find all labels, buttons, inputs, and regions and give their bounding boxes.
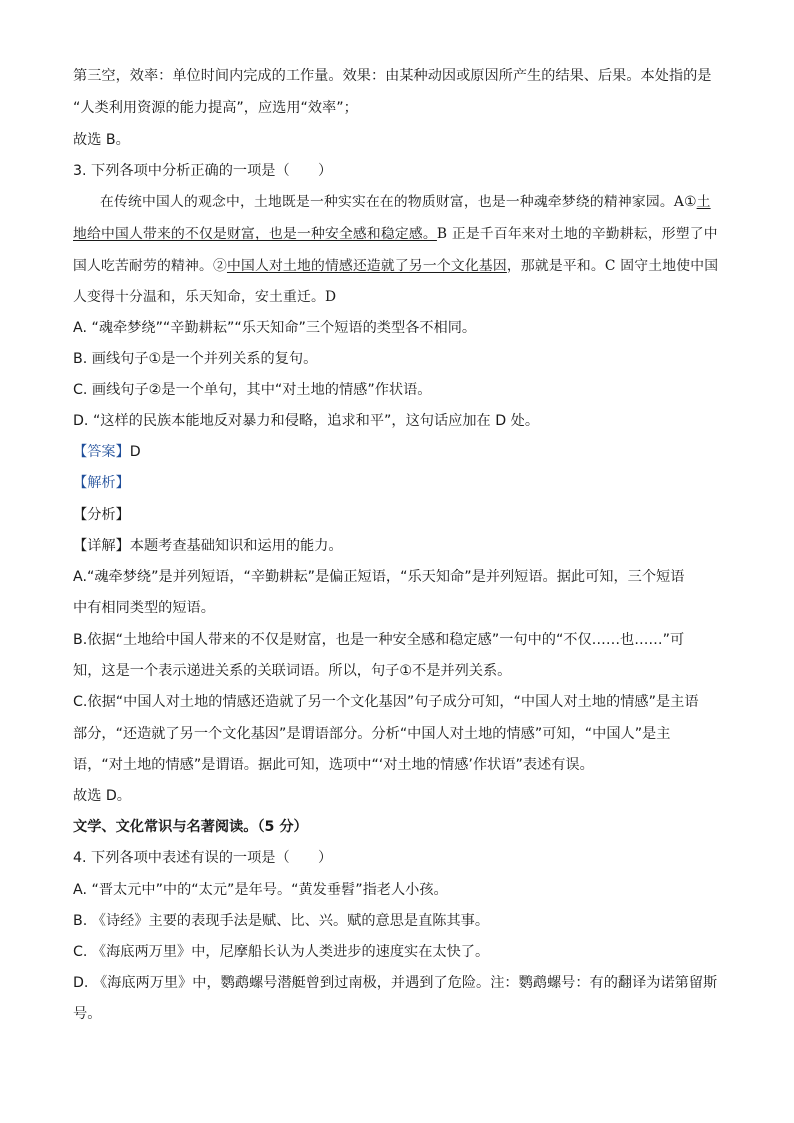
q3-passage-line-4: 人变得十分温和，乐天知命，安土重迁。D [73,289,337,305]
q3-detail [73,536,723,556]
q3-passage-line-3 [73,256,723,276]
q3-passage-line-2 [73,224,723,244]
section-heading: 文学、文化常识与名著阅读。（5 分） [73,819,308,835]
underlined-sentence-2: 中国人对土地的情感还造就了另一个文化基因 [226,258,507,274]
q4-option-d-line-2: 号。 [73,1006,102,1022]
q3-option-d: D. “这样的民族本能地反对暴力和侵略，追求和平”，这句话应加在 D 处。 [73,413,540,429]
detail-label: 【详解】 [73,538,130,554]
q3-explain-c-line-1: C.依据“中国人对土地的情感还造就了另一个文化基因”句子成分可知，“中国人对土地的情感”是主语 [73,694,699,710]
q3-analysis-label: 【分析】 [73,507,130,523]
q3-option-b: B. 画线句子①是一个并列关系的复句。 [73,351,318,367]
q3-passage-line-1 [100,192,723,212]
q2-tail-line-2: “人类利用资源的能力提高”，应选用“效率”； [73,100,358,116]
q4-option-d-line-1: D. 《海底两万里》中，鹦鹉螺号潜艇曾到过南极，并遇到了危险。注：鹦鹉螺号：有的翻译为诺第留斯 [73,975,718,991]
underlined-sentence-1-start: 土 [696,194,711,210]
q3-explain-label: 【解析】 [73,475,130,491]
q4-option-b: B. 《诗经》主要的表现手法是赋、比、兴。赋的意思是直陈其事。 [73,913,490,929]
q3-option-a: A. “魂牵梦绕”“辛勤耕耘”“乐天知命”三个短语的类型各不相同。 [73,320,477,336]
passage-text: ，那就是平和。C 固守土地使中国 [506,258,719,274]
q4-option-c: C. 《海底两万里》中，尼摩船长认为人类进步的速度实在太快了。 [73,944,490,960]
q3-explain-b-line-1: B.依据“土地给中国人带来的不仅是财富，也是一种安全感和稳定感”一句中的“不仅……也……”可 [73,632,685,648]
q3-explain-a-line-2: 中有相同类型的短语。 [73,600,215,616]
q4-stem: 4. 下列各项中表述有误的一项是（ ） [73,850,333,866]
q3-explain-c-line-2: 部分，“还造就了另一个文化基因”是谓语部分。分析“中国人对土地的情感”可知，“中国人”是主 [73,726,671,742]
q4-option-a: A. “晋太元中”中的“太元”是年号。“黄发垂髫”指老人小孩。 [73,882,448,898]
passage-text: 国人吃苦耐劳的精神。② [73,258,227,274]
detail-text: 本题考查基础知识和运用的能力。 [129,538,343,554]
q3-explain-c-line-3: 语，“对土地的情感”是谓语。据此可知，选项中“‘对土地的情感’作状语”表述有误。 [73,757,594,773]
q3-conclusion: 故选 D。 [73,788,131,804]
q3-answer [73,442,723,462]
q2-conclusion: 故选 B。 [73,132,130,148]
q3-option-c: C. 画线句子②是一个单句，其中“对土地的情感”作状语。 [73,382,432,398]
passage-text: B 正是千百年来对土地的辛勤耕耘，形塑了中 [436,226,718,242]
q3-stem: 3. 下列各项中分析正确的一项是（ ） [73,163,333,179]
passage-text: 在传统中国人的观念中，土地既是一种实实在在的物质财富，也是一种魂牵梦绕的精神家园。A① [100,194,697,210]
q2-tail-line-1: 第三空，效率：单位时间内完成的工作量。效果：由某种动因或原因所产生的结果、后果。本处指的是 [73,68,712,84]
underlined-sentence-1: 地给中国人带来的不仅是财富，也是一种安全感和稳定感。 [73,226,437,242]
q3-explain-b-line-2: 知，这是一个表示递进关系的关联词语。所以，句子①不是并列关系。 [73,663,512,679]
answer-value: D [129,444,141,460]
answer-label: 【答案】 [73,444,130,460]
q3-explain-a-line-1: A.“魂牵梦绕”是并列短语，“辛勤耕耘”是偏正短语，“乐天知命”是并列短语。据此可知，三个短语 [73,569,685,585]
